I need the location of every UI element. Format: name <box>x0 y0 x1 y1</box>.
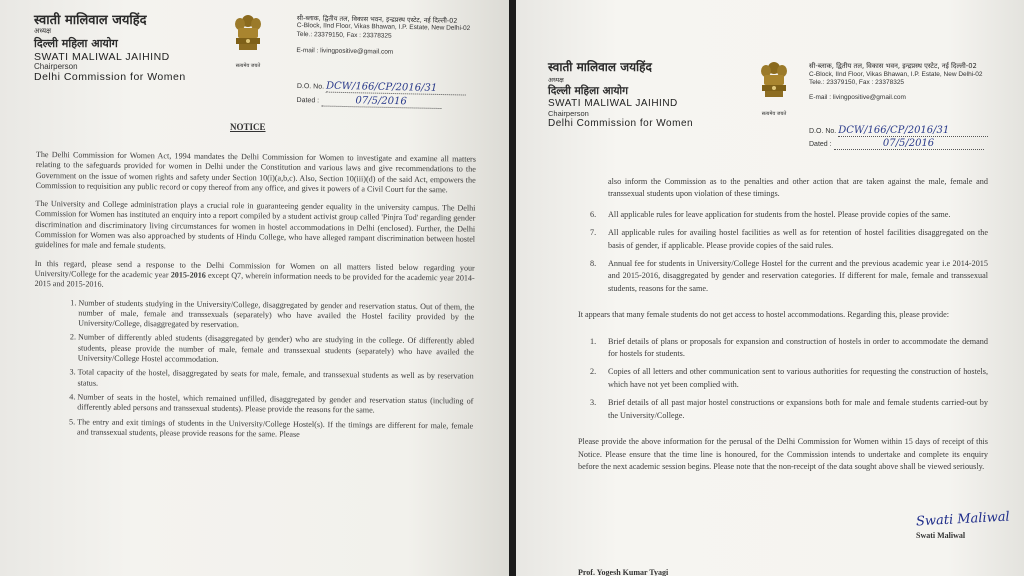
letterhead-address <box>296 14 502 59</box>
dated-label: Dated : <box>296 96 320 105</box>
question-list-continued <box>578 209 988 295</box>
do-label: D.O. No. <box>296 82 325 91</box>
letterhead-address <box>809 62 1009 102</box>
chair-hindi: अध्यक्ष <box>548 76 564 84</box>
sender-name-hindi: स्वाती मालिवाल जयहिंद <box>548 60 652 74</box>
list-item: 2. Copies of all letters and other communication sent to various authorities for requesting the construction of hostels, which have not yet been complied with. <box>590 367 988 389</box>
chairperson-title: Chairperson <box>548 109 589 118</box>
email: E-mail : livingpositive@gmail.com <box>296 47 394 56</box>
dated-value: 07/5/2016 <box>321 95 441 110</box>
para-final: Please provide the above information for the perusal of the Delhi Commission for Women within 15 days of receipt of this Notice. Please ensure that the time line is honoured, for the Commission intends to undertake and complete its enquiry before the next academic session begins. Please note that the non-receipt of the data sought above shall be viewed seriously. <box>578 437 988 471</box>
para-request: In this regard, please send a response to the Delhi Commission for Women on all matters listed below regarding your University/College for the academic year 2015-2016 except Q7, wherein information needs to be provided for the academic year 2014-2015 and 2015-2016. <box>34 258 475 289</box>
address-hindi: सी-ब्लाक, द्वितीय तल, विकास भवन, इन्द्रप्रस्थ एस्टेट, नई दिल्ली-02 <box>296 14 458 25</box>
do-label: D.O. No. <box>809 128 837 135</box>
proposal-list <box>578 336 988 422</box>
address-english: C-Block, IInd Floor, Vikas Bhawan, I.P. Estate, New Delhi-02 <box>296 22 471 33</box>
phone-fax: Tele.: 23379150, Fax : 23378325 <box>296 30 392 40</box>
do-number: DCW/166/CP/2016/31 <box>326 81 466 96</box>
address-english: C-Block, IInd Floor, Vikas Bhawan, I.P. Estate, New Delhi-02 <box>809 70 983 78</box>
list-item: 2. Number of differently abled students (disaggregated by gender) who are studying in the college. Of differently abled students, please provide the number of male, female and transsexual students (separately) who have availed the University/College Hostel accommodation. <box>78 333 474 368</box>
notice-body <box>33 150 476 446</box>
list-item: 1. Brief details of plans or proposals for expansion and construction of hostels in order to accommodate the demand for hostels for students. <box>590 336 988 359</box>
signature: Swati Maliwal <box>915 509 1011 530</box>
para-continued: also inform the Commission as to the penalties and other action that are taken against the male, female and transsexual students upon violation of these timings. <box>608 177 988 199</box>
list-item: 8. Annual fee for students in University/College Hostel for the current and the previous academic year i.e 2014-2015 and 2015-2016, disaggregated by gender and reservation categories. If different for male, female and transsexual students, reasons for the same. <box>590 259 988 293</box>
sender-name-hindi: स्वाती मालिवाल जयहिंद <box>34 13 147 28</box>
national-emblem-icon <box>756 58 792 117</box>
letterhead-sender <box>548 58 693 129</box>
list-item: 5. The entry and exit timings of students in the University/College Hostel(s). If the timings are different for male, female and transsexual students, please provide reasons for the same. Please <box>77 417 473 442</box>
address-hindi: सी-ब्लाक, द्वितीय तल, विकास भवन, इन्द्रप्रस्थ एस्टेट, नई दिल्ली-02 <box>809 62 977 70</box>
question-list <box>33 298 474 442</box>
notice-body-continued <box>578 176 988 481</box>
addressee: Prof. Yogesh Kumar Tyagi <box>578 568 669 576</box>
signatory-name: Swati Maliwal <box>916 531 966 540</box>
list-item: 1. Number of students studying in the University/College, disaggregated by gender and reservation status. Out of them, the number of male, female and transsexuals (separately) who have availed the Hostel facility provided by the University/College, disaggregated by reservation. <box>78 298 474 333</box>
chairperson-title: Chairperson <box>34 62 78 71</box>
commission-name: Delhi Commission for Women <box>548 118 694 129</box>
commission-hindi: दिल्ली महिला आयोग <box>548 85 629 97</box>
commission-hindi: दिल्ली महिला आयोग <box>34 37 118 50</box>
email: E-mail : livingpositive@gmail.com <box>809 93 906 101</box>
letterhead-sender <box>34 10 186 83</box>
notice-title: NOTICE <box>230 122 266 132</box>
reference-block <box>809 125 988 150</box>
dated-value: 07/5/2016 <box>834 138 984 150</box>
notice-page-1 <box>0 0 509 576</box>
phone-fax: Tele.: 23379150, Fax : 23378325 <box>809 79 905 87</box>
notice-page-2 <box>516 0 1024 576</box>
list-item: 3. Total capacity of the hostel, disaggregated by seats for male, female, and transsexual students as well as by reservation status. <box>78 368 474 393</box>
sender-name: SWATI MALIWAL JAIHIND <box>34 51 170 63</box>
sender-name: SWATI MALIWAL JAIHIND <box>548 98 678 109</box>
emblem-motto: सत्यमेव जयते <box>761 111 787 117</box>
para-access: It appears that many female students do not get access to hostel accommodations. Regarding this, please provide: <box>578 310 950 320</box>
do-number: DCW/166/CP/2016/31 <box>838 125 988 137</box>
reference-block <box>296 80 466 110</box>
para-mandate: The Delhi Commission for Women Act, 1994 mandates the Delhi Commission for Women to investigate and examine all matters relating to the safeguards provided for women in Delhi under the Constitution and various laws and give recommendations to the Government on the issue of women rights and safety under Section 10(i)(a,b,c). Also, Section 10(iii)(d) of the said Act, empowers the Commission to requisition any public record or copy thereof from any office, and gives it powers of a Civil Court for the same. <box>35 150 476 195</box>
dated-label: Dated : <box>809 141 832 148</box>
commission-name: Delhi Commission for Women <box>34 71 186 83</box>
national-emblem-icon <box>230 12 266 69</box>
list-item: 6. All applicable rules for leave application for students from the hostel. Please provide copies of the same. <box>590 209 951 219</box>
list-item: 4. Number of seats in the hostel, which remained unfilled, disaggregated by gender and reservation status (including of differently abled persons and transsexual students). Please provide the reasons for the same. <box>77 392 473 417</box>
emblem-motto: सत्यमेव जयते <box>235 63 261 69</box>
list-item: 7. All applicable rules for availing hostel facilities as well as for retention of hostel facilities disaggregated on the basis of gender, if applicable. Please provide copies of the said rules. <box>590 228 988 250</box>
list-item: 3. Brief details of all past major hostel constructions or expansions both for male and female students carried-out by the University/College. <box>590 398 988 420</box>
chair-hindi: अध्यक्ष <box>34 27 52 35</box>
para-university-role: The University and College administration plays a crucial role in guaranteeing gender equality in the university campus. The Delhi Commission for Women has instituted an enquiry into a report compiled by a student activist group called 'Pinjra Tod' regarding gender discrimination and discriminatory living circumstances for women in hostel accommodations in Delhi (enclosed). Further, the Delhi Commission for Women was also approached by students of Hindu College, who have alleged rampant discrimination between hostel guidelines for male and female students. <box>34 199 476 251</box>
